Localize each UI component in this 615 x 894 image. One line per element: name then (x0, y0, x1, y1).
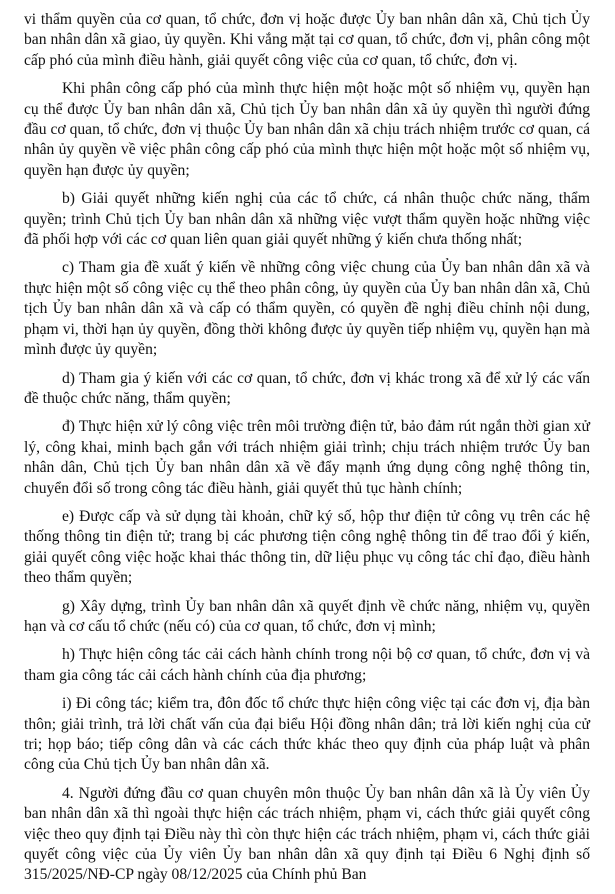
paragraph-i: i) Đi công tác; kiểm tra, đôn đốc tổ chức thực hiện công việc tại các đơn vị, địa bàn thôn; giải trình, trả lời chất vấn của đại biểu Hội đồng nhân dân; trả lời kiến nghị của cử tri; họp báo; tiếp công dân và các cách thức khác theo quy định của pháp luật và phân công của Chủ tịch Ủy ban nhân dân xã. (24, 695, 590, 774)
paragraph-h: h) Thực hiện công tác cải cách hành chính trong nội bộ cơ quan, tổ chức, đơn vị và tham gia công tác cải cách hành chính của địa phương; (24, 646, 590, 684)
document-page (24, 10, 590, 894)
paragraph-d: d) Tham gia ý kiến với các cơ quan, tổ chức, đơn vị khác trong xã để xử lý các vấn đề thuộc chức năng, thẩm quyền; (24, 369, 590, 407)
paragraph-e: e) Được cấp và sử dụng tài khoản, chữ ký số, hộp thư điện tử công vụ trên các hệ thống thông tin điện tử; trang bị các phương tiện công nghệ thông tin để trao đổi ý kiến, giải quyết công việc hoặc khai thác thông tin, dữ liệu phục vụ công tác chỉ đạo, điều hành theo thẩm quyền; (24, 507, 590, 587)
paragraph-continuation: vi thẩm quyền của cơ quan, tổ chức, đơn vị hoặc được Ủy ban nhân dân xã, Chủ tịch Ủy ban nhân dân xã giao, ủy quyền. Khi vắng mặt tại cơ quan, tổ chức, đơn vị, phân công một cấp phó của mình điều hành, giải quyết công việc của cơ quan, tổ chức, đơn vị. (24, 11, 590, 69)
paragraph-g: g) Xây dựng, trình Ủy ban nhân dân xã quyết định về chức năng, nhiệm vụ, quyền hạn và cơ cấu tổ chức (nếu có) của cơ quan, tổ chức, đơn vị mình; (24, 597, 590, 635)
paragraph-delegation: Khi phân công cấp phó của mình thực hiện một hoặc một số nhiệm vụ, quyền hạn cụ thể được Ủy ban nhân dân xã, Chủ tịch Ủy ban nhân dân xã ủy quyền thì người đứng đầu cơ quan, tổ chức, đơn vị thuộc Ủy ban nhân dân xã chịu trách nhiệm trước cơ quan, cá nhân ủy quyền về việc phân công cấp phó của mình thực hiện một hoặc một số nhiệm vụ, quyền hạn được ủy quyền; (24, 80, 590, 179)
paragraph-b: b) Giải quyết những kiến nghị của các tổ chức, cá nhân thuộc chức năng, thẩm quyền; trình Chủ tịch Ủy ban nhân dân xã những việc vượt thẩm quyền hoặc những việc đã phối hợp với các cơ quan liên quan giải quyết những ý kiến chưa thống nhất; (24, 190, 590, 249)
paragraph-c: c) Tham gia đề xuất ý kiến về những công việc chung của Ủy ban nhân dân xã và thực hiện một số công việc cụ thể theo phân công, ủy quyền của Ủy ban nhân dân xã, Chủ tịch Ủy ban nhân dân xã và cấp có thẩm quyền, có quyền đề nghị điều chỉnh nội dung, phạm vi, thời hạn ủy quyền, đồng thời không được ủy quyền tiếp nhiệm vụ, quyền hạn mà mình được ủy quyền; (24, 259, 590, 359)
paragraph-clause-4: 4. Người đứng đầu cơ quan chuyên môn thuộc Ủy ban nhân dân xã là Ủy viên Ủy ban nhân dân xã thì ngoài thực hiện các trách nhiệm, phạm vi, cách thức giải quyết công việc theo quy định tại Điều này thì còn thực hiện các trách nhiệm, phạm vi, cách thức giải quyết công việc của Ủy viên Ủy ban nhân dân xã quy định tại Điều 6 Nghị định số 315/2025/NĐ-CP ngày 08/12/2025 của Chính phủ Ban (24, 784, 590, 884)
paragraph-dd: đ) Thực hiện xử lý công việc trên môi trường điện tử, bảo đảm rút ngắn thời gian xử lý, công khai, minh bạch gắn với trách nhiệm giải trình; chịu trách nhiệm trước Ủy ban nhân dân, Chủ tịch Ủy ban nhân dân xã về đẩy mạnh ứng dụng công nghệ thông tin, chuyển đổi số trong công tác điều hành, giải quyết thủ tục hành chính; (24, 418, 590, 497)
